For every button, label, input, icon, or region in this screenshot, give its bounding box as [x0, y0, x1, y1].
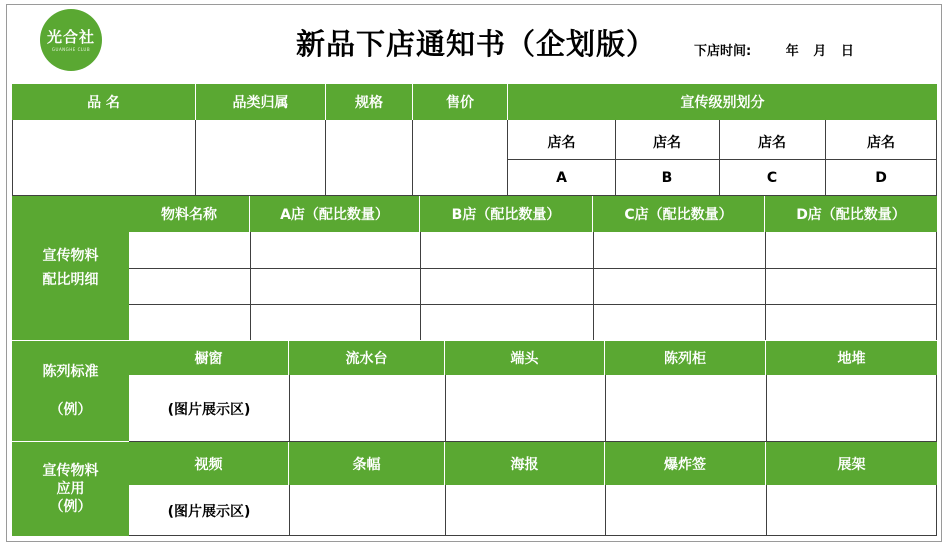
materials-header-b: B店（配比数量）	[420, 196, 593, 232]
display-side-label	[12, 341, 129, 441]
application-image-placeholder: (图片展示区)	[129, 486, 289, 536]
application-header-xstand: 展架	[766, 442, 937, 485]
materials-side-label-line2: 配比明细	[42, 272, 99, 288]
brand-logo	[40, 9, 102, 71]
date-line	[694, 40, 854, 59]
display-side-label-line2: （例）	[49, 402, 92, 418]
application-header-video: 视频	[129, 442, 289, 485]
store-letter-b: B	[615, 160, 719, 195]
product-header-name: 品 名	[12, 84, 196, 120]
display-header-floorstack: 地堆	[766, 341, 937, 375]
display-side-label-line1: 陈列标准	[42, 364, 99, 380]
materials-header-name: 物料名称	[129, 196, 250, 232]
store-letter-d: D	[825, 160, 937, 195]
application-side-label-line3: （例）	[49, 499, 92, 515]
product-header-level: 宣传级别划分	[508, 84, 937, 120]
display-image-placeholder: (图片展示区)	[129, 376, 289, 441]
application-side-label-line2: 应用	[56, 481, 85, 497]
display-header-flowtable: 流水台	[289, 341, 445, 375]
date-day: 日	[840, 44, 854, 59]
product-header-price: 售价	[413, 84, 508, 120]
application-side-label-line1: 宣传物料	[42, 463, 99, 479]
logo-text: 光合社	[46, 27, 95, 46]
display-header-cabinet: 陈列柜	[605, 341, 766, 375]
display-header-window: 橱窗	[129, 341, 289, 375]
store-label-b: 店名	[615, 124, 719, 159]
materials-header-a: A店（配比数量）	[250, 196, 420, 232]
display-header-endcap: 端头	[445, 341, 605, 375]
date-label: 下店时间:	[694, 44, 752, 59]
store-letter-a: A	[508, 160, 615, 195]
store-label-c: 店名	[719, 124, 825, 159]
application-header-banner: 条幅	[289, 442, 445, 485]
product-header-category: 品类归属	[196, 84, 326, 120]
application-header-poster: 海报	[445, 442, 605, 485]
logo-subtext: GUANGHE CLUB	[51, 46, 91, 52]
date-year: 年	[785, 44, 799, 59]
store-label-d: 店名	[825, 124, 937, 159]
materials-header-d: D店（配比数量）	[765, 196, 937, 232]
product-header-spec: 规格	[326, 84, 413, 120]
application-header-shelftalker: 爆炸签	[605, 442, 766, 485]
materials-side-label-line1: 宣传物料	[42, 248, 99, 264]
store-label-a: 店名	[508, 124, 615, 159]
materials-side-label	[12, 196, 129, 340]
page-title: 新品下店通知书（企划版）	[296, 27, 657, 61]
store-letter-c: C	[719, 160, 825, 195]
application-side-label	[12, 442, 129, 536]
date-month: 月	[813, 44, 827, 59]
materials-header-c: C店（配比数量）	[593, 196, 765, 232]
